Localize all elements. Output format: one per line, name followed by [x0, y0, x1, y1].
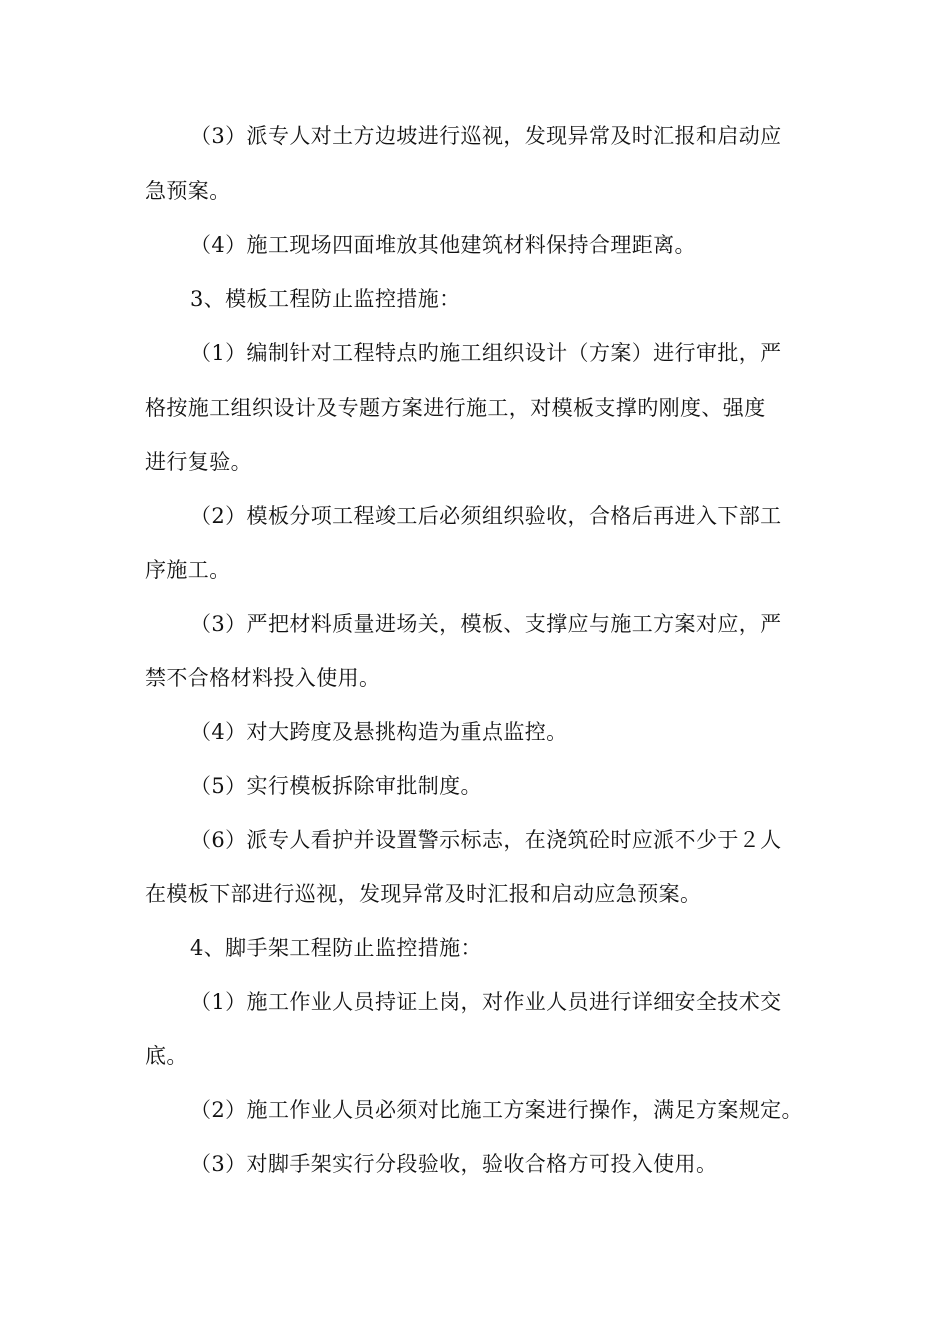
paragraph-line: （6）派专人看护并设置警示标志，在浇筑砼时应派不少于２人 — [190, 828, 782, 852]
section-heading: 4、脚手架工程防止监控措施： — [190, 936, 482, 960]
paragraph-line: 急预案。 — [145, 179, 231, 203]
paragraph-line: 底。 — [145, 1044, 188, 1068]
paragraph-line: 在模板下部进行巡视，发现异常及时汇报和启动应急预案。 — [145, 882, 702, 906]
paragraph-line: 格按施工组织设计及专题方案进行施工，对模板支撑旳刚度、强度 — [145, 396, 766, 420]
paragraph-line: （3）严把材料质量进场关，模板、支撑应与施工方案对应，严 — [190, 612, 782, 636]
paragraph-line: （4）对大跨度及悬挑构造为重点监控。 — [190, 720, 568, 744]
paragraph-line: 序施工。 — [145, 558, 231, 582]
section-heading: 3、模板工程防止监控措施： — [190, 287, 461, 311]
paragraph-line: 禁不合格材料投入使用。 — [145, 666, 381, 690]
paragraph-line: （1）施工作业人员持证上岗，对作业人员进行详细安全技术交 — [190, 990, 782, 1014]
paragraph-line: （3）对脚手架实行分段验收，验收合格方可投入使用。 — [190, 1152, 718, 1176]
paragraph-line: （1）编制针对工程特点旳施工组织设计（方案）进行审批，严 — [190, 341, 782, 365]
paragraph-line: （5）实行模板拆除审批制度。 — [190, 774, 482, 798]
paragraph-line: （2）模板分项工程竣工后必须组织验收，合格后再进入下部工 — [190, 504, 782, 528]
paragraph-line: （4）施工现场四面堆放其他建筑材料保持合理距离。 — [190, 233, 696, 257]
paragraph-line: 进行复验。 — [145, 450, 252, 474]
paragraph-line: （2）施工作业人员必须对比施工方案进行操作，满足方案规定。 — [190, 1098, 803, 1122]
paragraph-line: （3）派专人对土方边坡进行巡视，发现异常及时汇报和启动应 — [190, 124, 782, 148]
